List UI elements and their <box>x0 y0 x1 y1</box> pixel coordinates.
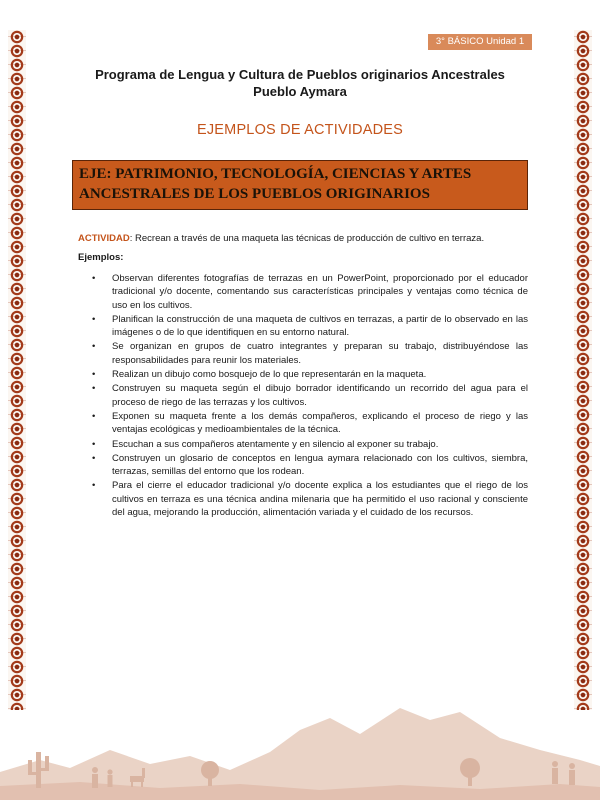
grade-unit-badge: 3° BÁSICO Unidad 1 <box>428 34 532 50</box>
activity-text: : Recrean a través de una maqueta las técnicas de producción de cultivo en terraza. <box>129 233 485 244</box>
examples-label: Ejemplos: <box>78 252 124 263</box>
program-title <box>60 66 540 100</box>
decorative-border-right <box>574 30 592 710</box>
section-heading: EJEMPLOS DE ACTIVIDADES <box>196 122 404 138</box>
list-item: • Exponen su maqueta frente a los demás compañeros, explicando el proceso de riego y las ventajas ecológicas y medioambientales de la técnica. <box>78 410 528 437</box>
examples-list <box>78 272 528 520</box>
list-item: • Observan diferentes fotografías de terrazas en un PowerPoint, proporcionado por el educador tradicional y/o docente, comentando sus características principales y ventajas como técnica de uso en los cultivos. <box>78 272 528 312</box>
list-item: • Planifican la construcción de una maqueta de cultivos en terrazas, a partir de lo observado en las imágenes o de lo que identifiquen en su entorno natural. <box>78 313 528 340</box>
activity-paragraph <box>78 232 528 245</box>
program-title-line-2: Pueblo Aymara <box>253 84 347 99</box>
decorative-border-left <box>8 30 26 710</box>
list-item: • Construyen su maqueta según el dibujo borrador identificando un recorrido del agua para el proceso de riego de las terrazas y los cultivos. <box>78 382 528 409</box>
eje-box <box>72 160 528 210</box>
list-item: • Para el cierre el educador tradicional y/o docente explica a los estudiantes que el riego de los cultivos en terraza es una técnica andina milenaria que ha permitido el uso racional y consciente del agua, mejorando la producción, alimentación variada y el cuidado de los recursos. <box>78 479 528 519</box>
list-item: • Se organizan en grupos de cuatro integrantes y preparan su trabajo, distribuyéndose las responsabilidades para reunir los materiales. <box>78 340 528 367</box>
eje-line-2: ANCESTRALES DE LOS PUEBLOS ORIGINARIOS <box>79 186 430 202</box>
activity-label: ACTIVIDAD <box>78 233 130 244</box>
eje-line-1: EJE: PATRIMONIO, TECNOLOGÍA, CIENCIAS Y ARTES <box>79 166 472 182</box>
andean-landscape-illustration <box>0 690 600 800</box>
list-item: • Escuchan a sus compañeros atentamente y en silencio al exponer su trabajo. <box>78 438 528 451</box>
program-title-line-1: Programa de Lengua y Cultura de Pueblos originarios Ancestrales <box>95 67 505 82</box>
list-item: • Realizan un dibujo como bosquejo de lo que representarán en la maqueta. <box>78 368 528 381</box>
list-item: • Construyen un glosario de conceptos en lengua aymara relacionado con los cultivos, siembra, terrazas, semillas del entorno que los rodean. <box>78 452 528 479</box>
